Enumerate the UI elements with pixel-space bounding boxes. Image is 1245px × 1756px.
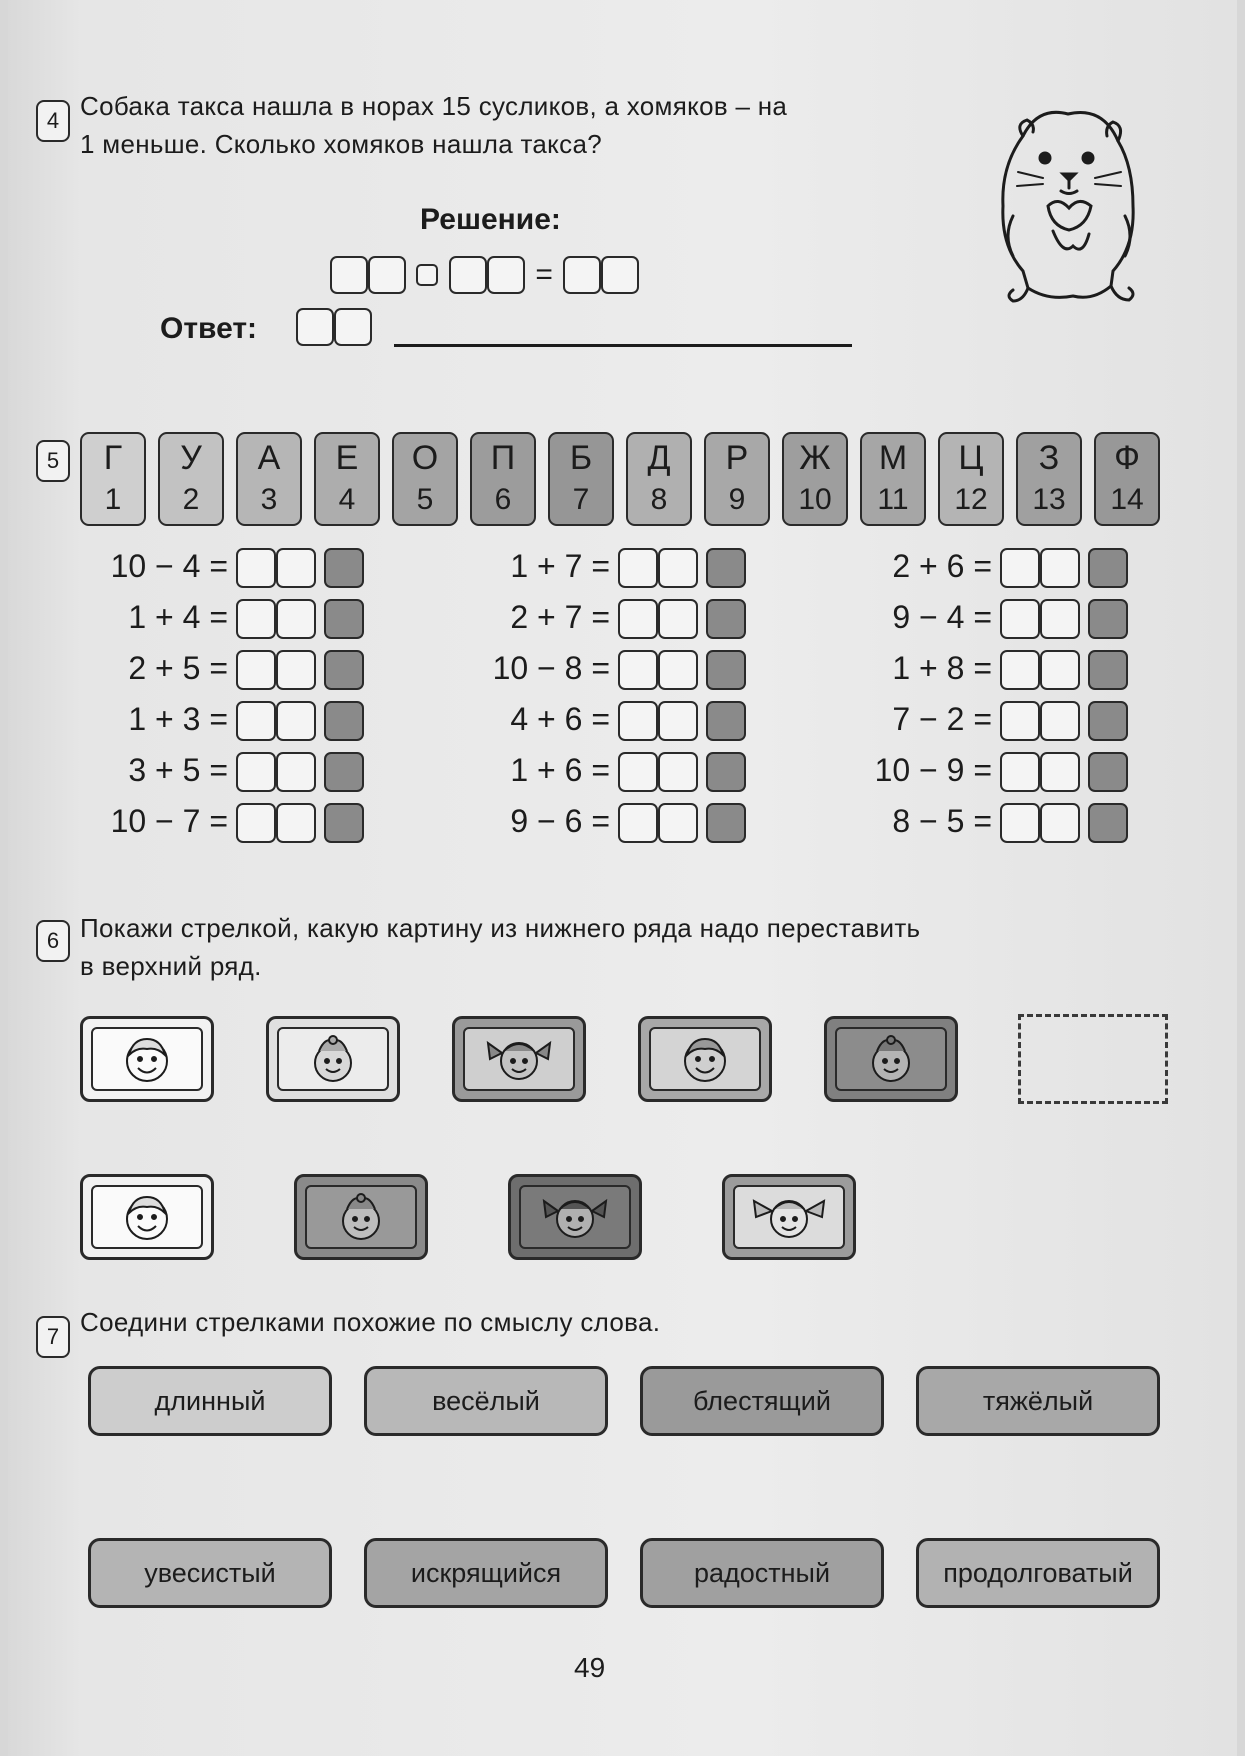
answer-label: Ответ: xyxy=(160,312,258,345)
girl-face-icon xyxy=(863,1031,919,1087)
picture-bottom-4[interactable] xyxy=(722,1174,856,1260)
equation: 2 + 6 = xyxy=(892,548,992,584)
letter-box[interactable] xyxy=(706,548,746,588)
equation-answer-boxes xyxy=(618,701,746,741)
picture-bottom-2[interactable] xyxy=(294,1174,428,1260)
page-number: 49 xyxy=(574,1652,606,1683)
hamster-illustration xyxy=(983,96,1153,316)
digit-box[interactable] xyxy=(276,548,316,588)
code-cell: О 5 xyxy=(392,432,458,526)
word-bottom-4[interactable]: продолговатый xyxy=(916,1538,1160,1608)
letter-box[interactable] xyxy=(706,701,746,741)
code-cell: Ф 14 xyxy=(1094,432,1160,526)
letter-box[interactable] xyxy=(324,599,364,639)
code-cell: Д 8 xyxy=(626,432,692,526)
task6-text-line1: Покажи стрелкой, какую картину из нижнего ряда надо переставить xyxy=(80,913,921,943)
digit-box[interactable] xyxy=(658,752,698,792)
code-cell: З 13 xyxy=(1016,432,1082,526)
solution-label: Решение: xyxy=(420,203,561,236)
digit-box[interactable] xyxy=(618,599,658,639)
picture-top-5[interactable] xyxy=(824,1016,958,1102)
digit-box[interactable] xyxy=(1040,752,1080,792)
equation: 1 + 6 = xyxy=(510,752,610,788)
answer-box-2[interactable] xyxy=(334,308,372,346)
equation-answer-boxes xyxy=(1000,803,1128,843)
digit-box[interactable] xyxy=(1000,599,1040,639)
digit-box[interactable] xyxy=(1040,701,1080,741)
equation-answer-boxes xyxy=(236,650,364,690)
equation-answer-boxes xyxy=(618,650,746,690)
code-cell: Е 4 xyxy=(314,432,380,526)
equation: 10 − 9 = xyxy=(874,752,992,788)
equation: 9 − 4 = xyxy=(892,599,992,635)
picture-top-2[interactable] xyxy=(266,1016,400,1102)
answer-boxes xyxy=(296,308,372,346)
digit-box[interactable] xyxy=(618,650,658,690)
equation: 1 + 4 = xyxy=(128,599,228,635)
picture-bottom-3[interactable] xyxy=(508,1174,642,1260)
letter-box[interactable] xyxy=(324,803,364,843)
code-cell: М 11 xyxy=(860,432,926,526)
letter-box[interactable] xyxy=(706,650,746,690)
equation-answer-boxes xyxy=(618,803,746,843)
digit-box[interactable] xyxy=(276,650,316,690)
letter-box[interactable] xyxy=(1088,548,1128,588)
equation: 10 − 7 = xyxy=(110,803,228,839)
digit-box[interactable] xyxy=(1000,752,1040,792)
answer-box-1[interactable] xyxy=(296,308,334,346)
task-number-5: 5 xyxy=(36,440,70,482)
equation-answer-boxes xyxy=(236,803,364,843)
equation-answer-boxes xyxy=(236,548,364,588)
letter-box[interactable] xyxy=(324,752,364,792)
digit-box[interactable] xyxy=(618,548,658,588)
letter-box[interactable] xyxy=(1088,650,1128,690)
digit-box[interactable] xyxy=(236,599,276,639)
equation-answer-boxes xyxy=(1000,650,1128,690)
digit-box[interactable] xyxy=(236,548,276,588)
digit-box[interactable] xyxy=(658,701,698,741)
workbook-page xyxy=(8,0,1237,1756)
letter-box[interactable] xyxy=(706,803,746,843)
digit-box[interactable] xyxy=(1040,803,1080,843)
girl-pigtails-face-icon xyxy=(484,1031,554,1087)
solution-box-1[interactable] xyxy=(330,256,368,294)
digit-box[interactable] xyxy=(1000,701,1040,741)
digit-box[interactable] xyxy=(276,803,316,843)
equation: 10 − 4 = xyxy=(110,548,228,584)
equation-answer-boxes xyxy=(236,701,364,741)
digit-box[interactable] xyxy=(658,548,698,588)
equation: 10 − 8 = xyxy=(492,650,610,686)
solution-box-2[interactable] xyxy=(368,256,406,294)
boy-face-icon xyxy=(119,1031,175,1087)
task6-text-line2: в верхний ряд. xyxy=(80,951,262,981)
letter-box[interactable] xyxy=(324,701,364,741)
equation: 1 + 8 = xyxy=(892,650,992,686)
code-cell: П 6 xyxy=(470,432,536,526)
code-cell: Г 1 xyxy=(80,432,146,526)
code-cell: Ц 12 xyxy=(938,432,1004,526)
digit-box[interactable] xyxy=(658,599,698,639)
letter-box[interactable] xyxy=(324,548,364,588)
letter-box[interactable] xyxy=(324,650,364,690)
equation: 1 + 7 = xyxy=(510,548,610,584)
word-bottom-1[interactable]: увесистый xyxy=(88,1538,332,1608)
digit-box[interactable] xyxy=(236,650,276,690)
equation: 7 − 2 = xyxy=(892,701,992,737)
digit-box[interactable] xyxy=(236,701,276,741)
equation: 9 − 6 = xyxy=(510,803,610,839)
solution-box-4[interactable] xyxy=(487,256,525,294)
girl-face-icon xyxy=(333,1189,389,1245)
equation-answer-boxes xyxy=(1000,548,1128,588)
digit-box[interactable] xyxy=(658,803,698,843)
boy-face-icon xyxy=(677,1031,733,1087)
girl-face-icon xyxy=(305,1031,361,1087)
equation-answer-boxes xyxy=(236,599,364,639)
girl-pigtails-face-icon xyxy=(540,1189,610,1245)
equation-answer-boxes xyxy=(618,548,746,588)
equals-sign: = xyxy=(535,258,553,291)
digit-box[interactable] xyxy=(658,650,698,690)
equation-answer-boxes xyxy=(1000,599,1128,639)
digit-box[interactable] xyxy=(1040,650,1080,690)
word-top-3[interactable]: блестящий xyxy=(640,1366,884,1436)
word-bottom-3[interactable]: радостный xyxy=(640,1538,884,1608)
digit-box[interactable] xyxy=(618,752,658,792)
digit-box[interactable] xyxy=(1040,548,1080,588)
word-bottom-2[interactable]: искрящийся xyxy=(364,1538,608,1608)
digit-box[interactable] xyxy=(236,752,276,792)
code-cell: Р 9 xyxy=(704,432,770,526)
equation-answer-boxes xyxy=(1000,701,1128,741)
word-top-4[interactable]: тяжёлый xyxy=(916,1366,1160,1436)
solution-box-3[interactable] xyxy=(449,256,487,294)
task-number-4: 4 xyxy=(36,100,70,142)
digit-box[interactable] xyxy=(1000,803,1040,843)
equation-answer-boxes xyxy=(618,599,746,639)
letter-box[interactable] xyxy=(1088,599,1128,639)
equation-answer-boxes xyxy=(1000,752,1128,792)
code-cell: Б 7 xyxy=(548,432,614,526)
picture-top-3[interactable] xyxy=(452,1016,586,1102)
digit-box[interactable] xyxy=(1040,599,1080,639)
equation: 4 + 6 = xyxy=(510,701,610,737)
word-top-1[interactable]: длинный xyxy=(88,1366,332,1436)
digit-box[interactable] xyxy=(276,599,316,639)
equation: 2 + 5 = xyxy=(128,650,228,686)
digit-box[interactable] xyxy=(1000,548,1040,588)
equation: 3 + 5 = xyxy=(128,752,228,788)
letter-box[interactable] xyxy=(706,599,746,639)
equation: 1 + 3 = xyxy=(128,701,228,737)
solution-box-5[interactable] xyxy=(563,256,601,294)
code-cell: У 2 xyxy=(158,432,224,526)
letter-box[interactable] xyxy=(1088,803,1128,843)
letter-box[interactable] xyxy=(1088,752,1128,792)
picture-top-1[interactable] xyxy=(80,1016,214,1102)
task7-text: Соедини стрелками похожие по смыслу слова. xyxy=(80,1307,661,1337)
equation: 2 + 7 = xyxy=(510,599,610,635)
digit-box[interactable] xyxy=(1000,650,1040,690)
word-top-2[interactable]: весёлый xyxy=(364,1366,608,1436)
code-cell: А 3 xyxy=(236,432,302,526)
task4-text-line2: 1 меньше. Сколько хомяков нашла такса? xyxy=(80,129,602,159)
digit-box[interactable] xyxy=(276,752,316,792)
letter-box[interactable] xyxy=(1088,701,1128,741)
solution-equation xyxy=(330,256,639,294)
task-number-6: 6 xyxy=(36,920,70,962)
solution-box-6[interactable] xyxy=(601,256,639,294)
task-number-7: 7 xyxy=(36,1316,70,1358)
picture-top-4[interactable] xyxy=(638,1016,772,1102)
digit-box[interactable] xyxy=(618,803,658,843)
operator-box[interactable] xyxy=(416,264,438,286)
equation-answer-boxes xyxy=(236,752,364,792)
code-cell: Ж 10 xyxy=(782,432,848,526)
equation-answer-boxes xyxy=(618,752,746,792)
boy-face-icon xyxy=(119,1189,175,1245)
answer-line[interactable] xyxy=(394,344,852,347)
equation: 8 − 5 = xyxy=(892,803,992,839)
empty-picture-slot[interactable] xyxy=(1018,1014,1168,1104)
girl-pigtails-face-icon xyxy=(744,1189,834,1245)
picture-bottom-1[interactable] xyxy=(80,1174,214,1260)
digit-box[interactable] xyxy=(236,803,276,843)
letter-box[interactable] xyxy=(706,752,746,792)
digit-box[interactable] xyxy=(276,701,316,741)
digit-box[interactable] xyxy=(618,701,658,741)
task4-text-line1: Собака такса нашла в норах 15 сусликов, а хомяков – на xyxy=(80,91,788,121)
